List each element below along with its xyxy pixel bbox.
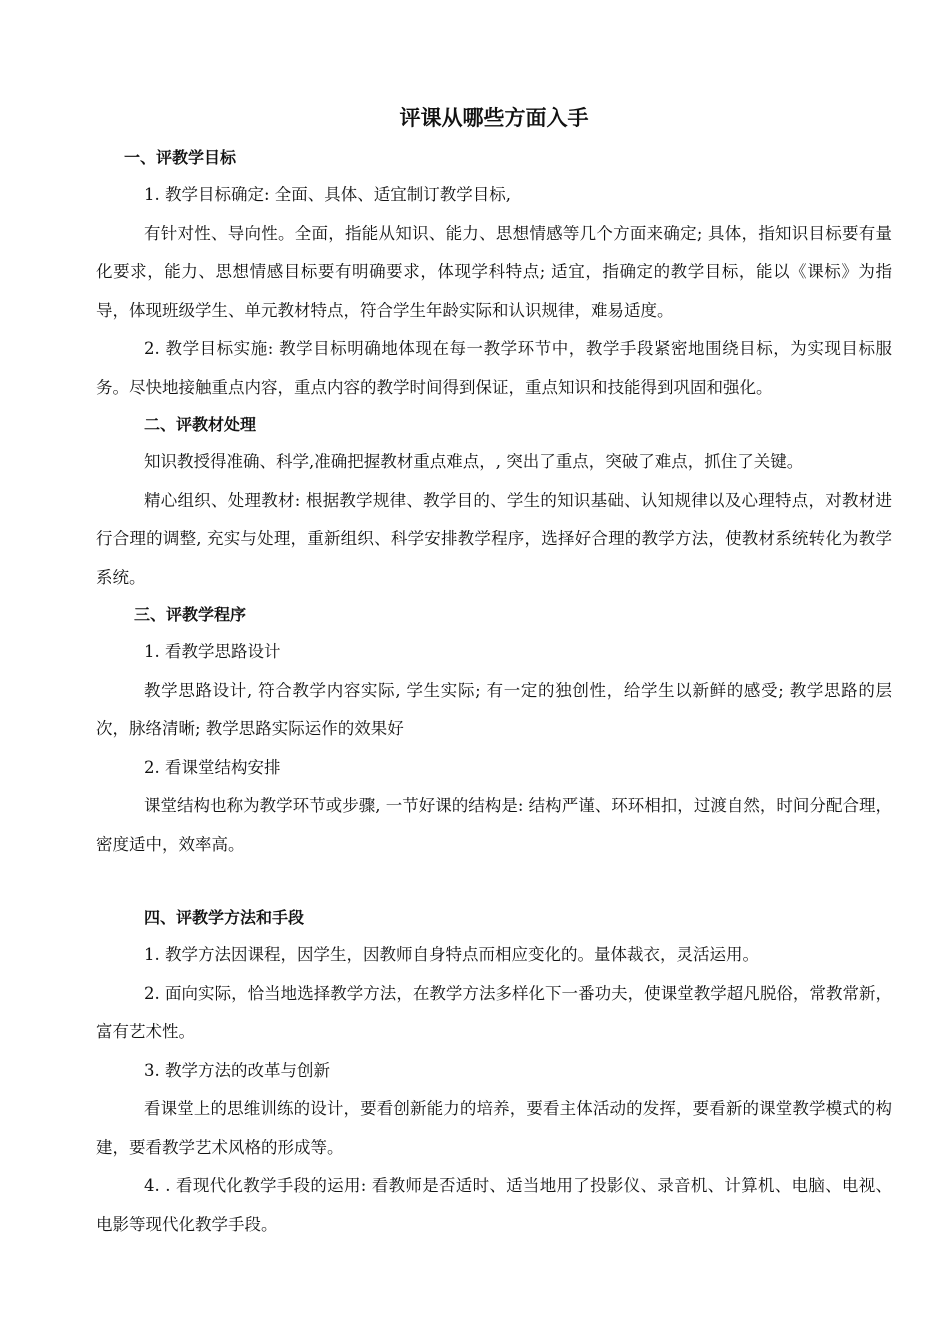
paragraph: 有针对性、导向性。全面，指能从知识、能力、思想情感等几个方面来确定; 具体，指知识目标要有量化要求，能力、思想情感目标要有明确要求，体现学科特点; 适宜，指确定的教学目标，能以《课标》为指导，体现班级学生、单元教材特点，符合学生年龄实际和认识规律，难易适度。 — [96, 223, 892, 320]
paragraph: 知识教授得准确、科学,准确把握教材重点难点，, 突出了重点，突破了难点，抓住了关键。 — [144, 452, 804, 471]
paragraph: 看课堂上的思维训练的设计，要看创新能力的培养，要看主体活动的发挥，要看新的课堂教学模式的构建，要看教学艺术风格的形成等。 — [96, 1099, 892, 1157]
section-heading-procedure: 三、评教学程序 — [134, 605, 247, 624]
paragraph: 3. 教学方法的改革与创新 — [144, 1060, 330, 1080]
paragraph: 课堂结构也称为教学环节或步骤, 一节好课的结构是: 结构严谨、环环相扣，过渡自然，时间分配合理，密度适中，效率高。 — [96, 796, 892, 854]
paragraph: 2. 面向实际，恰当地选择教学方法，在教学方法多样化下一番功夫，使课堂教学超凡脱俗，常教常新，富有艺术性。 — [96, 983, 892, 1041]
page-title: 评课从哪些方面入手 — [399, 106, 589, 130]
blank-line — [96, 864, 892, 900]
section-heading-objectives: 一、评教学目标 — [124, 148, 237, 167]
paragraph: 2. 看课堂结构安排 — [144, 757, 281, 777]
paragraph: 教学思路设计, 符合教学内容实际, 学生实际; 有一定的独创性，给学生以新鲜的感受; 教学思路的层次，脉络清晰; 教学思路实际运作的效果好 — [96, 680, 892, 738]
paragraph: 精心组织、处理教材: 根据教学规律、教学目的、学生的知识基础、认知规律以及心理特点，对教材进行合理的调整, 充实与处理，重新组织、科学安排教学程序，选择好合理的教学方法，使教材系统转化为教学系统。 — [96, 490, 892, 587]
paragraph: 2. 教学目标实施: 教学目标明确地体现在每一教学环节中，教学手段紧密地围绕目标，为实现目标服务。尽快地接触重点内容，重点内容的教学时间得到保证，重点知识和技能得到巩固和强化。 — [96, 339, 892, 397]
paragraph: 1. 看教学思路设计 — [144, 642, 281, 661]
section-heading-materials: 二、评教材处理 — [144, 415, 257, 434]
paragraph: 4. . 看现代化教学手段的运用: 看教师是否适时、适当地用了投影仪、录音机、计算机、电脑、电视、电影等现代化教学手段。 — [96, 1176, 892, 1234]
section-heading-methods: 四、评教学方法和手段 — [144, 908, 305, 927]
paragraph: 1. 教学方法因课程，因学生，因教师自身特点而相应变化的。量体裁衣，灵活运用。 — [144, 945, 759, 964]
paragraph: 1. 教学目标确定: 全面、具体、适宜制订教学目标, — [144, 185, 512, 204]
